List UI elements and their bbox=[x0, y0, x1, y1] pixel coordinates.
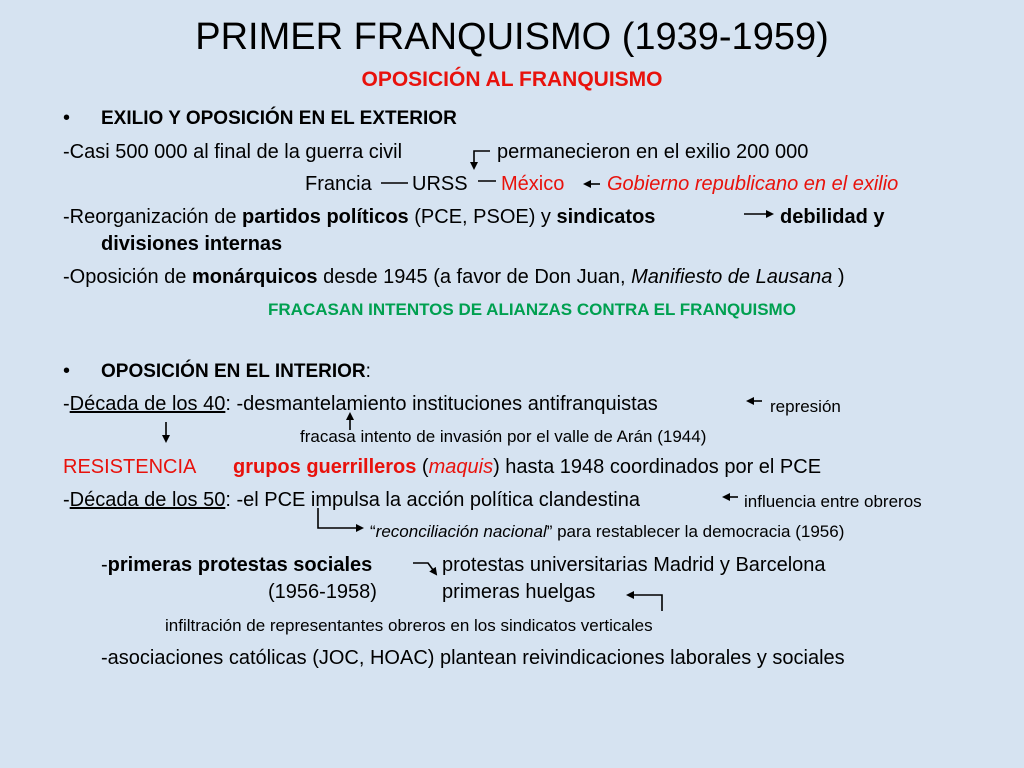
arrow-exile-down bbox=[474, 151, 490, 168]
divisiones-text: divisiones internas bbox=[101, 233, 283, 255]
arrow-infiltracion bbox=[628, 595, 662, 611]
guerrilleros-text: grupos guerrilleros bbox=[233, 456, 417, 478]
guerrilleros-line bbox=[233, 455, 821, 479]
prot-dash: - bbox=[101, 554, 108, 576]
resistencia-label: RESISTENCIA bbox=[63, 456, 197, 478]
country-francia: Francia bbox=[305, 173, 372, 195]
reconc-open: “ bbox=[370, 522, 376, 541]
slide-title: PRIMER FRANQUISMO (1939-1959) bbox=[195, 16, 829, 58]
primeras-huelgas: primeras huelgas bbox=[442, 581, 596, 603]
gobierno-exilio: Gobierno republicano en el exilio bbox=[607, 173, 899, 195]
d50-text: : -el PCE impulsa la acción política clandestina bbox=[225, 489, 640, 511]
d40-label: Década de los 40 bbox=[69, 393, 226, 415]
mon-text-3: ) bbox=[832, 266, 845, 288]
maquis-text: maquis bbox=[428, 456, 494, 478]
protestas-years: (1956-1958) bbox=[268, 581, 377, 603]
asociaciones-text: -asociaciones católicas (JOC, HOAC) plantean reivindicaciones laborales y sociales bbox=[101, 647, 845, 669]
exile-line-b: permanecieron en el exilio 200 000 bbox=[497, 141, 809, 163]
fracasan-alianzas: FRACASAN INTENTOS DE ALIANZAS CONTRA EL FRANQUISMO bbox=[268, 300, 796, 319]
interior-heading-line bbox=[101, 360, 371, 384]
resistencia-tail: ) hasta 1948 coordinados por el PCE bbox=[493, 456, 822, 478]
country-mexico: México bbox=[501, 173, 565, 195]
decada-40-line bbox=[63, 392, 658, 416]
mon-bold: monárquicos bbox=[191, 266, 318, 288]
bullet-interior: • bbox=[63, 360, 71, 382]
exile-line-a: -Casi 500 000 al final de la guerra civil bbox=[63, 141, 403, 163]
aran-text: fracasa intento de invasión por el valle de Arán (1944) bbox=[300, 427, 707, 446]
country-urss: URSS bbox=[412, 173, 468, 195]
d50-prefix: - bbox=[63, 489, 70, 511]
decada-50-line bbox=[63, 488, 640, 512]
reorg-sindicatos: sindicatos bbox=[556, 206, 656, 228]
influencia-text: influencia entre obreros bbox=[744, 492, 922, 511]
maquis-open: ( bbox=[416, 456, 429, 478]
interior-heading-colon: : bbox=[365, 361, 371, 382]
represion-text: represión bbox=[770, 397, 841, 416]
mon-text-1: -Oposición de bbox=[63, 266, 192, 288]
reorg-text-2: (PCE, PSOE) y bbox=[408, 206, 557, 228]
exterior-heading: EXILIO Y OPOSICIÓN EN EL EXTERIOR bbox=[101, 108, 457, 129]
bullet-exterior: • bbox=[63, 107, 71, 129]
resistencia-line bbox=[63, 455, 196, 479]
arrow-protestas bbox=[413, 563, 436, 574]
reorganizacion-line bbox=[63, 205, 655, 229]
protestas-line bbox=[101, 553, 372, 577]
d50-label: Década de los 50 bbox=[69, 489, 226, 511]
reorg-text-1: -Reorganización de bbox=[63, 206, 242, 228]
d40-prefix: - bbox=[63, 393, 70, 415]
slide-subtitle: OPOSICIÓN AL FRANQUISMO bbox=[361, 68, 663, 91]
debilidad-text: debilidad y bbox=[780, 206, 885, 228]
protestas-universitarias: protestas universitarias Madrid y Barcelona bbox=[442, 554, 826, 576]
prot-bold: primeras protestas sociales bbox=[107, 554, 373, 576]
reconc-italic: reconciliación nacional bbox=[375, 522, 547, 541]
mon-manifiesto: Manifiesto de Lausana bbox=[631, 266, 833, 288]
infiltracion-text: infiltración de representantes obreros en los sindicatos verticales bbox=[165, 616, 653, 635]
interior-heading: OPOSICIÓN EN EL INTERIOR bbox=[101, 361, 366, 382]
reconc-tail: ” para restablecer la democracia (1956) bbox=[546, 522, 845, 541]
mon-text-2: desde 1945 (a favor de Don Juan, bbox=[317, 266, 632, 288]
reconciliacion-line bbox=[370, 520, 844, 544]
monarquicos-line bbox=[63, 265, 845, 289]
reorg-partidos: partidos políticos bbox=[242, 206, 409, 228]
d40-text: : -desmantelamiento instituciones antifranquistas bbox=[225, 393, 658, 415]
